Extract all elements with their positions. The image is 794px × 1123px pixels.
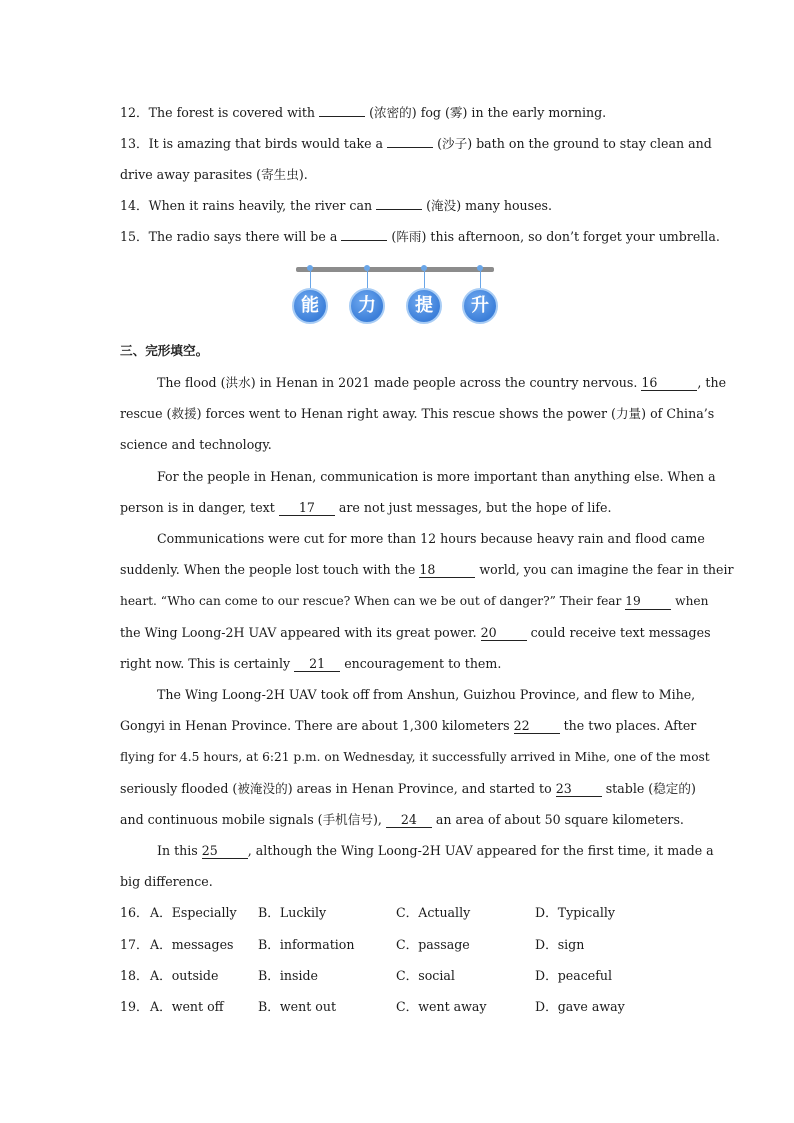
passage-line: rescue (救援) forces went to Henan right away. This rescue shows the power (力量) of China’s — [120, 406, 715, 421]
question-text: (阵雨) this afternoon, so don’t forget your umbrella. — [391, 229, 720, 244]
question-text: 14．When it rains heavily, the river can — [120, 198, 373, 213]
option-d[interactable]: D．gave away — [535, 999, 625, 1014]
option-b[interactable]: B．information — [258, 937, 355, 952]
question-text: (浓密的) fog (雾) in the early morning. — [369, 105, 607, 120]
passage-line: right now. This is certainly 21 encouragement to them. — [120, 656, 502, 671]
option-number: 16． — [120, 905, 149, 920]
option-b[interactable]: B．inside — [258, 968, 318, 983]
question-text: (淹没) many houses. — [426, 198, 553, 213]
section-title: 三、完形填空。 — [120, 343, 209, 358]
passage-line: and continuous mobile signals (手机信号), 24 an area of about 50 square kilometers. — [120, 812, 684, 827]
option-number: 18． — [120, 968, 149, 983]
question-14 — [120, 197, 676, 215]
option-a[interactable]: A．Especially — [150, 905, 237, 920]
passage-line: Communications were cut for more than 12 hours because heavy rain and flood came — [157, 531, 705, 546]
section-banner — [292, 262, 498, 328]
question-15 — [120, 228, 720, 246]
question-text: 12．The forest is covered with — [120, 105, 316, 120]
banner-rail — [296, 267, 494, 272]
answer-blank[interactable] — [319, 116, 365, 117]
banner-pin — [424, 268, 425, 288]
banner-pin — [367, 268, 368, 288]
banner-char: 提 — [406, 288, 442, 324]
passage-line: big difference. — [120, 874, 213, 889]
passage-line: person is in danger, text 17 are not just messages, but the hope of life. — [120, 500, 612, 515]
option-c[interactable]: C．social — [396, 968, 455, 983]
question-text: 15．The radio says there will be a — [120, 229, 338, 244]
option-number: 19． — [120, 999, 149, 1014]
passage-line: In this 25 , although the Wing Loong-2H UAV appeared for the first time, it made a — [157, 843, 714, 858]
cloze-blank-25[interactable]: 25 — [202, 843, 248, 859]
passage-line: For the people in Henan, communication is more important than anything else. When a — [157, 469, 716, 484]
option-a[interactable]: A．outside — [150, 968, 219, 983]
question-text: (沙子) bath on the ground to stay clean and — [437, 136, 712, 151]
option-c[interactable]: C．passage — [396, 937, 470, 952]
option-b[interactable]: B．Luckily — [258, 905, 327, 920]
banner-pin — [480, 268, 481, 288]
cloze-blank-17[interactable]: 17 — [279, 500, 335, 516]
option-d[interactable]: D．Typically — [535, 905, 616, 920]
option-number: 17． — [120, 937, 149, 952]
passage-line: the Wing Loong-2H UAV appeared with its great power. 20 could receive text messages — [120, 625, 711, 640]
banner-pin — [310, 268, 311, 288]
passage-line: The flood (洪水) in Henan in 2021 made people across the country nervous. 16 , the — [157, 375, 727, 390]
option-c[interactable]: C．went away — [396, 999, 487, 1014]
passage-line: suddenly. When the people lost touch with the 18 world, you can imagine the fear in their — [120, 562, 734, 577]
question-text: 13．It is amazing that birds would take a — [120, 136, 384, 151]
option-d[interactable]: D．sign — [535, 937, 585, 952]
cloze-blank-23[interactable]: 23 — [556, 781, 602, 797]
banner-char: 能 — [292, 288, 328, 324]
option-b[interactable]: B．went out — [258, 999, 337, 1014]
passage-line: flying for 4.5 hours, at 6:21 p.m. on Wednesday, it successfully arrived in Mihe, one of the most — [120, 750, 710, 764]
cloze-blank-20[interactable]: 20 — [481, 625, 527, 641]
cloze-blank-19[interactable]: 19 — [625, 594, 671, 610]
answer-blank[interactable] — [387, 147, 433, 148]
passage-line: heart. “Who can come to our rescue? When can we be out of danger?” Their fear 19 when — [120, 594, 709, 608]
cloze-blank-18[interactable]: 18 — [419, 562, 475, 578]
passage-line: science and technology. — [120, 437, 272, 452]
question-13 — [120, 135, 712, 153]
cloze-blank-24[interactable]: 24 — [386, 812, 432, 828]
passage-line: The Wing Loong-2H UAV took off from Anshun, Guizhou Province, and flew to Mihe, — [157, 687, 696, 702]
passage-line: Gongyi in Henan Province. There are about 1,300 kilometers 22 the two places. After — [120, 718, 697, 733]
answer-blank[interactable] — [376, 209, 422, 210]
answer-blank[interactable] — [341, 240, 387, 241]
question-12 — [120, 104, 676, 122]
option-d[interactable]: D．peaceful — [535, 968, 613, 983]
banner-char: 升 — [462, 288, 498, 324]
cloze-blank-22[interactable]: 22 — [514, 718, 560, 734]
cloze-blank-16[interactable]: 16 — [641, 375, 697, 391]
cloze-blank-21[interactable]: 21 — [294, 656, 340, 672]
option-c[interactable]: C．Actually — [396, 905, 471, 920]
option-a[interactable]: A．went off — [150, 999, 224, 1014]
banner-char: 力 — [349, 288, 385, 324]
question-13-continuation: drive away parasites (寄生虫). — [120, 167, 308, 182]
passage-line: seriously flooded (被淹没的) areas in Henan Province, and started to 23 stable (稳定的) — [120, 781, 696, 796]
option-a[interactable]: A．messages — [150, 937, 234, 952]
